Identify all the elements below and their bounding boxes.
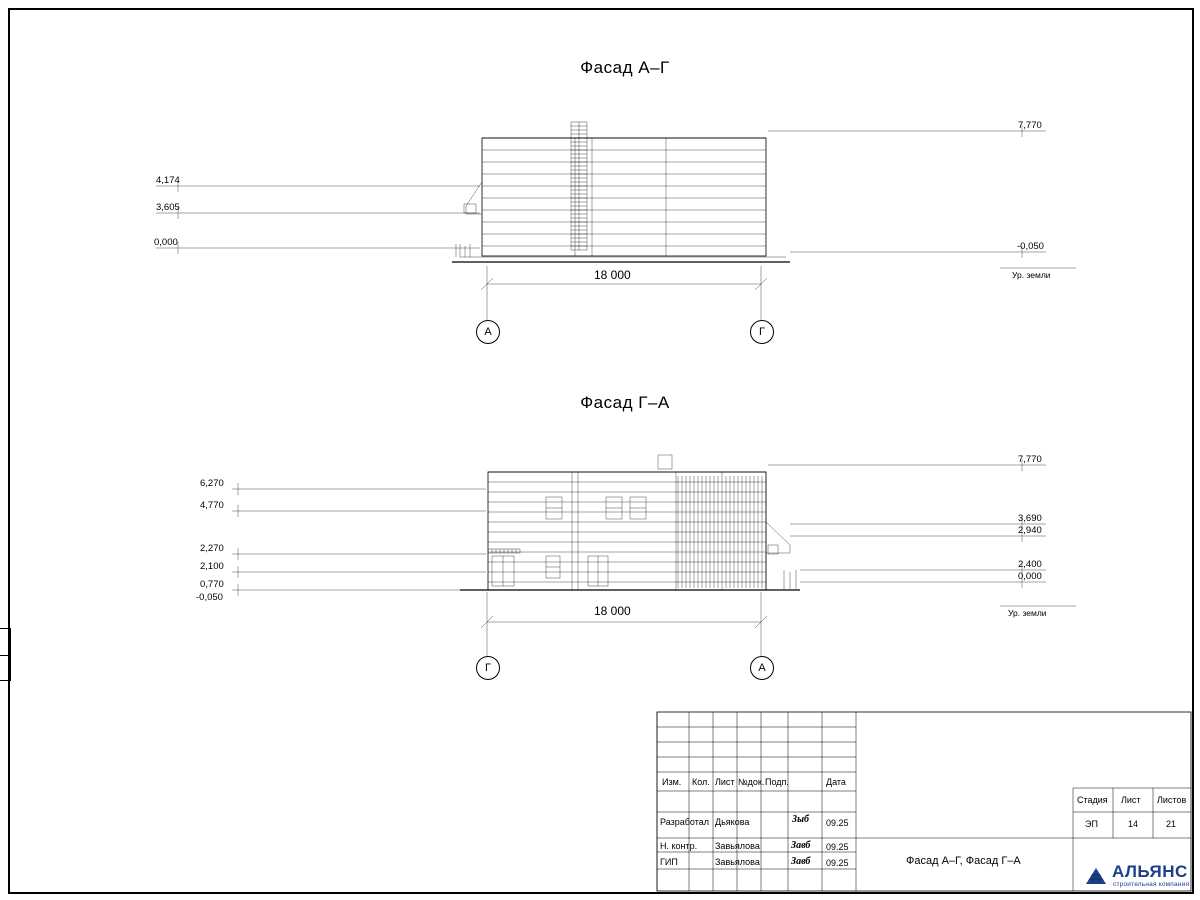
tb-col-ndok: №док.: [738, 777, 765, 787]
tb-row-sign-2: Завб: [791, 856, 811, 867]
level-label-a-g-left-2: 0,000: [154, 237, 178, 248]
level-label-a-g-right-0: 7,770: [1018, 120, 1042, 131]
axis-marker-g-a-right: А: [750, 656, 774, 680]
level-label-g-a-left-5: -0,050: [196, 592, 223, 603]
tb-sheet-header: Лист: [1121, 795, 1141, 805]
tb-sheet-value: 14: [1128, 819, 1139, 829]
overall-dimension-a-g: 18 000: [594, 268, 631, 282]
facade-a-g-title: Фасад А–Г: [580, 58, 670, 77]
tb-col-data: Дата: [826, 777, 846, 787]
axis-marker-g-a-left: Г: [476, 656, 500, 680]
ground-label-a-g: Ур. земли: [1012, 270, 1051, 280]
level-label-g-a-left-1: 4,770: [200, 500, 224, 511]
level-label-a-g-left-0: 4,174: [156, 175, 180, 186]
level-label-g-a-right-0: 7,770: [1018, 454, 1042, 465]
level-label-g-a-right-2: 2,940: [1018, 525, 1042, 536]
level-label-g-a-left-0: 6,270: [200, 478, 224, 489]
tb-sheets-value: 21: [1166, 819, 1177, 829]
facade-g-a-title: Фасад Г–А: [580, 393, 670, 412]
tb-sheets-header: Листов: [1157, 795, 1187, 805]
tb-row-role-0: Разработал: [660, 817, 709, 827]
tb-stage-header: Стадия: [1077, 795, 1108, 805]
tb-row-role-1: Н. контр.: [660, 841, 698, 851]
level-label-g-a-left-3: 2,100: [200, 561, 224, 572]
tb-row-sign-0: Зыб: [792, 814, 810, 825]
level-label-g-a-left-2: 2,270: [200, 543, 224, 554]
company-name: АЛЬЯНС: [1112, 862, 1188, 881]
tb-row-date-2: 09.25: [826, 858, 849, 868]
tb-col-izm: Изм.: [662, 777, 682, 787]
tb-row-name-2: Завьялова: [715, 857, 760, 867]
axis-marker-a-g-left: А: [476, 320, 500, 344]
level-label-g-a-left-4: 0,770: [200, 579, 224, 590]
level-label-g-a-right-3: 2,400: [1018, 559, 1042, 570]
tb-row-date-1: 09.25: [826, 842, 849, 852]
tb-row-date-0: 09.25: [826, 818, 849, 828]
tb-row-name-1: Завьялова: [715, 841, 760, 851]
tb-row-role-2: ГИП: [660, 857, 678, 867]
level-label-g-a-right-1: 3,690: [1018, 513, 1042, 524]
ground-label-g-a: Ур. земли: [1008, 608, 1047, 618]
tb-col-list: Лист: [715, 777, 735, 787]
tb-row-name-0: Дьякова: [715, 817, 750, 827]
tb-col-kol: Кол.: [692, 777, 710, 787]
level-label-a-g-left-1: 3,605: [156, 202, 180, 213]
tb-stage-value: ЭП: [1085, 819, 1098, 829]
level-label-g-a-right-4: 0,000: [1018, 571, 1042, 582]
tb-row-sign-1: Завб: [791, 840, 811, 851]
axis-marker-a-g-right: Г: [750, 320, 774, 344]
tb-drawing-name: Фасад А–Г, Фасад Г–А: [906, 855, 1021, 867]
level-label-a-g-right-1: -0,050: [1017, 241, 1044, 252]
overall-dimension-g-a: 18 000: [594, 604, 631, 618]
company-tagline: строительная компания: [1113, 881, 1190, 888]
tb-col-podp: Подп.: [765, 777, 789, 787]
